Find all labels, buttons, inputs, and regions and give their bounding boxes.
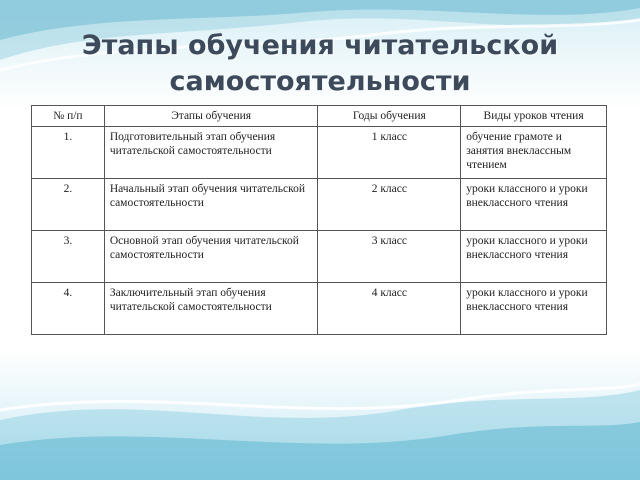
table-header-row [32,106,607,127]
title-line-2: самостоятельности [169,66,471,97]
cell-number: 4. [32,283,105,335]
cell-stage: Основной этап обучения читательской самостоятельности [104,231,318,283]
table-row [32,283,607,335]
cell-number: 3. [32,231,105,283]
cell-number: 2. [32,179,105,231]
slide-title [40,28,600,100]
header-stage: Этапы обучения [104,106,318,127]
cell-lesson-types: обучение грамоте и занятия внеклассным чтением [461,127,607,179]
table-row [32,179,607,231]
cell-year: 2 класс [318,179,461,231]
table-row [32,231,607,283]
cell-lesson-types: уроки классного и уроки внеклассного чтения [461,179,607,231]
stages-table [31,105,607,335]
header-year: Годы обучения [318,106,461,127]
cell-year: 1 класс [318,127,461,179]
cell-year: 3 класс [318,231,461,283]
header-number: № п/п [32,106,105,127]
bottom-wave-decoration [0,350,640,480]
cell-stage: Подготовительный этап обучения читательской самостоятельности [104,127,318,179]
cell-lesson-types: уроки классного и уроки внеклассного чтения [461,283,607,335]
cell-year: 4 класс [318,283,461,335]
cell-number: 1. [32,127,105,179]
table-row [32,127,607,179]
header-lesson-types: Виды уроков чтения [461,106,607,127]
cell-lesson-types: уроки классного и уроки внеклассного чтения [461,231,607,283]
cell-stage: Начальный этап обучения читательской самостоятельности [104,179,318,231]
title-line-1: Этапы обучения читательской [81,30,559,61]
cell-stage: Заключительный этап обучения читательской самостоятельности [104,283,318,335]
